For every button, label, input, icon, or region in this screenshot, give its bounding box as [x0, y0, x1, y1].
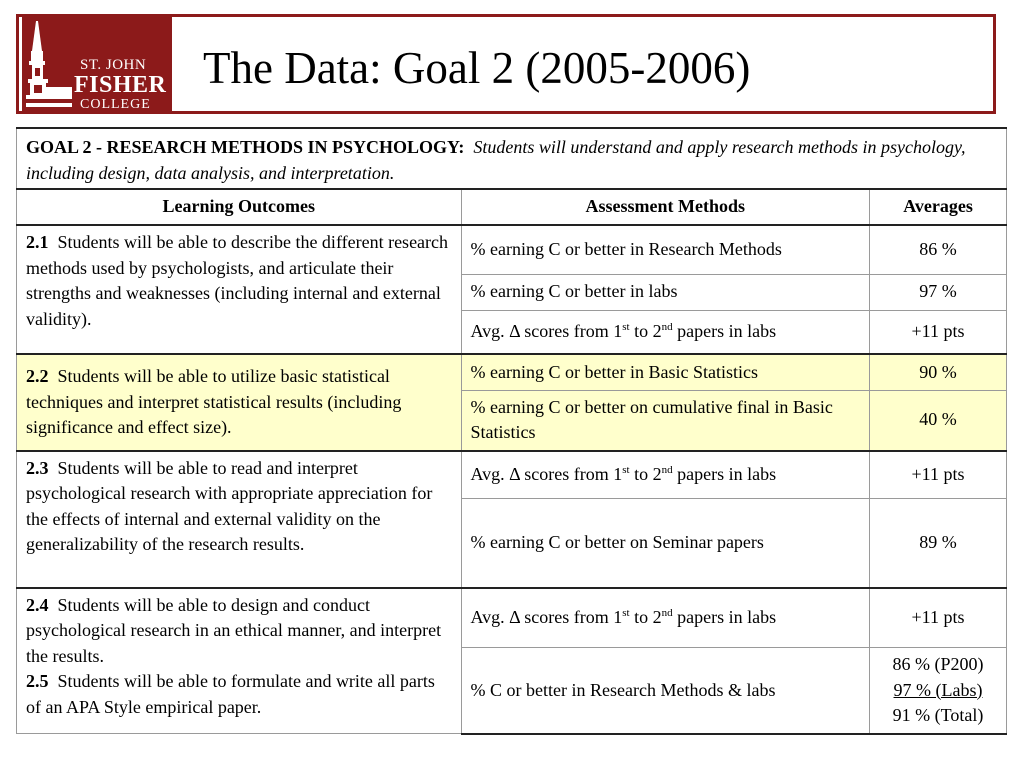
- outcome-number: 2.1: [26, 232, 49, 252]
- average-value: 89 %: [870, 499, 1007, 588]
- outcome-text: Students will be able to describe the different research methods used by psychologists, and articulate their strengths and weaknesses (including internal and external validity).: [26, 232, 449, 329]
- assessment-method-delta: Avg. Δ scores from 1st to 2nd papers in labs: [461, 451, 870, 499]
- goal-statement: [17, 128, 1007, 189]
- average-value: 90 %: [870, 354, 1007, 390]
- outcome-2-4-2-5: [17, 588, 462, 734]
- slide-title: The Data: Goal 2 (2005-2006): [203, 43, 751, 93]
- logo-line-3: COLLEGE: [80, 97, 151, 112]
- average-value: +11 pts: [870, 588, 1007, 648]
- col-learning-outcomes: Learning Outcomes: [17, 189, 462, 225]
- assessment-method-delta: Avg. Δ scores from 1st to 2nd papers in labs: [461, 588, 870, 648]
- outcome-text: Students will be able to read and interpret psychological research with appropriate appreciation for the effects of internal and external validity on the generalizability of the research results.: [26, 457, 433, 554]
- college-logo: [22, 17, 172, 114]
- table-row: [17, 225, 1007, 274]
- column-header-row: [17, 189, 1007, 225]
- assessment-method: % C or better in Research Methods & labs: [461, 648, 870, 734]
- average-value-multi: [870, 648, 1007, 734]
- average-value: 40 %: [870, 390, 1007, 451]
- outcome-number: 2.5: [26, 671, 49, 691]
- outcome-2-3: [17, 451, 462, 588]
- outcome-number: 2.4: [26, 594, 49, 615]
- average-line: 86 % (P200): [892, 654, 984, 674]
- assessment-method: % earning C or better in Research Methods: [461, 225, 870, 274]
- outcome-number: 2.2: [26, 366, 49, 386]
- logo-line-1: ST. JOHN: [80, 57, 147, 73]
- tower-icon: [26, 21, 74, 111]
- average-line: 91 % (Total): [892, 705, 984, 725]
- average-value: +11 pts: [870, 310, 1007, 354]
- outcome-text: Students will be able to utilize basic statistical techniques and interpret statistical results (including significance and effect size).: [26, 366, 402, 437]
- average-line: 97 % (Labs): [893, 679, 983, 700]
- outcome-text: Students will be able to design and conduct psychological research in an ethical manner, and interpret the results.: [26, 594, 442, 666]
- average-value: 97 %: [870, 274, 1007, 310]
- goal-header-row: [17, 128, 1007, 189]
- outcome-number: 2.3: [26, 457, 49, 478]
- goal-lead: GOAL 2 - RESEARCH METHODS IN PSYCHOLOGY:: [26, 137, 465, 157]
- table-row: [17, 354, 1007, 390]
- outcome-2-2: [17, 354, 462, 451]
- col-assessment-methods: Assessment Methods: [461, 189, 870, 225]
- logo-line-2: FISHER: [74, 72, 167, 98]
- assessment-method: % earning C or better on Seminar papers: [461, 499, 870, 588]
- outcome-2-1: [17, 225, 462, 354]
- assessment-method: % earning C or better in Basic Statistics: [461, 354, 870, 390]
- goal-table: [16, 127, 1007, 735]
- average-value: +11 pts: [870, 451, 1007, 499]
- table-row: [17, 451, 1007, 499]
- assessment-method-delta: Avg. Δ scores from 1st to 2nd papers in labs: [461, 310, 870, 354]
- assessment-method: % earning C or better in labs: [461, 274, 870, 310]
- goal-description: Students will understand and apply research methods in psychology, including design, data analysis, and interpretation.: [26, 137, 966, 183]
- table-row: [17, 588, 1007, 648]
- assessment-method: % earning C or better on cumulative final in Basic Statistics: [461, 390, 870, 451]
- average-value: 86 %: [870, 225, 1007, 274]
- outcome-text: Students will be able to formulate and write all parts of an APA Style empirical paper.: [26, 671, 435, 717]
- col-averages: Averages: [870, 189, 1007, 225]
